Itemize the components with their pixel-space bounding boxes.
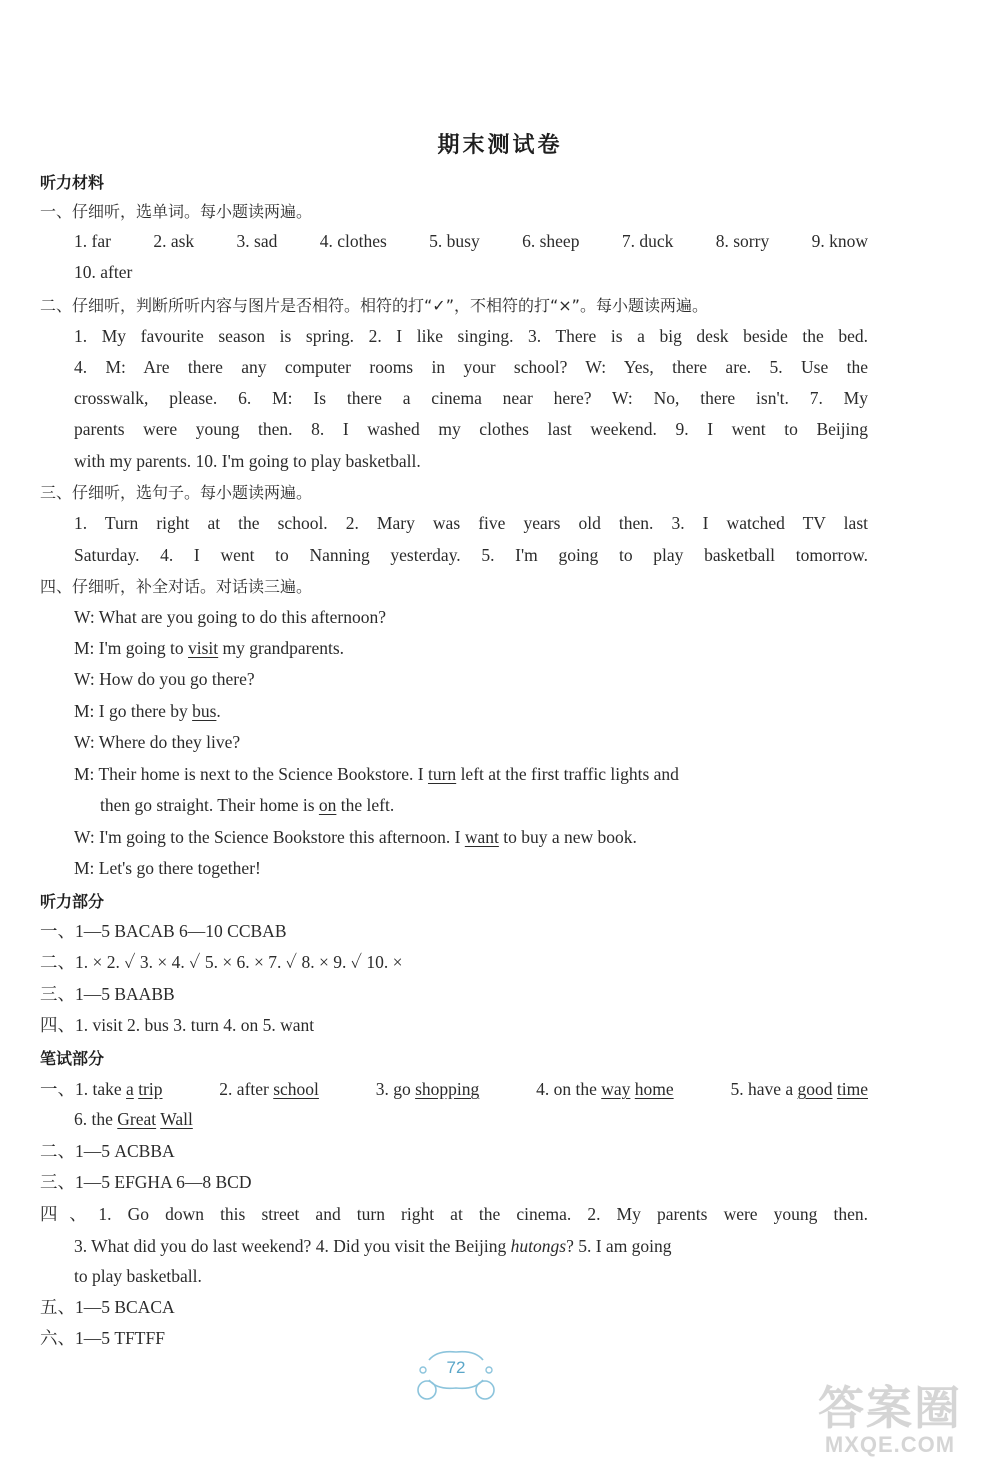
part2-line: 4. M: Are there any computer rooms in your school? W: Yes, there are. 5. Use the [74,357,868,377]
watermark-url: MXQE.COM [824,1432,956,1457]
heading-written-answers: 笔试部分 [40,1049,105,1068]
answer-blank: on [318,795,337,815]
part3-line: Saturday. 4. I went to Nanning yesterday. 5. I'm going to play basketball tomorrow. [74,545,868,565]
dialogue-line: M: Let's go there together! [74,858,261,878]
word-item: 3. sad [236,231,278,251]
part4-label: 四、仔细听，补全对话。对话读三遍。 [40,577,313,596]
phrase-item: 4. on the way home [536,1079,674,1099]
phrase-item: 6. the Great Wall [74,1109,193,1129]
answer-line: 六、1—5 TFTFF [40,1328,165,1348]
answer-line: 四、1. visit 2. bus 3. turn 4. on 5. want [40,1015,315,1035]
dialogue-line: then go straight. Their home is on the left. [100,795,395,815]
word-item: 6. sheep [522,231,580,251]
word-item: 5. busy [429,231,480,251]
word-item: 9. know [811,231,868,251]
answer-line: 二、1. × 2. ✓ 3. × 4. ✓ 5. × 6. × 7. ✓ 8. × 9. ✓ 10. × [40,952,403,972]
part2-label: 二、仔细听，判断所听内容与图片是否相符。相符的打“✓”，不相符的打“×”。每小题读两遍。 [40,296,708,315]
word-item: 8. sorry [715,231,770,251]
dialogue-line: M: I'm going to visit my grandparents. [74,638,345,658]
page-number-badge [415,1346,497,1406]
part2-line: 1. My favourite season is spring. 2. I like singing. 3. There is a big desk beside the bed. [74,326,868,346]
part3-line: 1. Turn right at the school. 2. Mary was five years old then. 3. I watched TV last [74,513,868,533]
watermark-text: 答案圈 [818,1381,962,1435]
page-title: 期末测试卷 [437,133,563,158]
phrase-item: 一、1. take a trip [40,1079,163,1099]
word-item: 1. far [74,231,111,251]
word-item: 4. clothes [319,231,387,251]
phrase-item: 5. have a good time [730,1079,868,1099]
answer-blank: bus [192,701,217,721]
part2-line: with my parents. 10. I'm going to play basketball. [74,451,421,471]
answer-line: 二、1—5 ACBBA [40,1141,175,1161]
dialogue-line: W: How do you go there? [74,669,255,689]
part1-label: 一、仔细听，选单词。每小题读两遍。 [40,202,313,221]
answer-blank: turn [427,764,457,784]
part2-line: parents were young then. 8. I washed my clothes last weekend. 9. I went to Beijing [74,419,868,439]
watermark-logo [795,1372,985,1467]
answer-blank: want [464,827,499,847]
dialogue-line: W: Where do they live? [74,732,241,752]
dialogue-line: W: I'm going to the Science Bookstore this afternoon. I want to buy a new book. [74,827,637,847]
part1-words-row [74,229,868,253]
part3-label: 三、仔细听，选句子。每小题读两遍。 [40,483,313,502]
dialogue-line: M: Their home is next to the Science Bookstore. I turn left at the first traffic lights and [74,764,679,784]
answer-blank: visit [188,638,219,658]
word-item: 2. ask [153,231,195,251]
part2-line: crosswalk, please. 6. M: Is there a cinema near here? W: No, there isn't. 7. My [74,388,868,408]
phrase-item: 3. go shopping [375,1079,480,1099]
written-part1-row [40,1077,868,1101]
answer-line: 三、1—5 EFGHA 6—8 BCD [40,1172,252,1192]
part1-word-10: 10. after [74,262,133,282]
answer-line: 三、1—5 BAABB [40,984,175,1004]
answer-line: 一、1—5 BACAB 6—10 CCBAB [40,921,287,941]
dialogue-line: W: What are you going to do this afternoon? [74,607,387,627]
answer-line: 3. What did you do last weekend? 4. Did you visit the Beijing hutongs? 5. I am going [74,1236,672,1256]
phrase-item: 2. after school [219,1079,319,1099]
heading-listening-material: 听力材料 [40,173,105,192]
answer-line: 四、1. Go down this street and turn right at the cinema. 2. My parents were young then. [40,1204,868,1224]
answer-line: to play basketball. [74,1266,202,1286]
heading-listening-answers: 听力部分 [40,892,105,911]
answer-line: 五、1—5 BCACA [40,1297,175,1317]
page-number: 72 [446,1358,466,1377]
word-item: 7. duck [621,231,674,251]
dialogue-line: M: I go there by bus. [74,701,221,721]
